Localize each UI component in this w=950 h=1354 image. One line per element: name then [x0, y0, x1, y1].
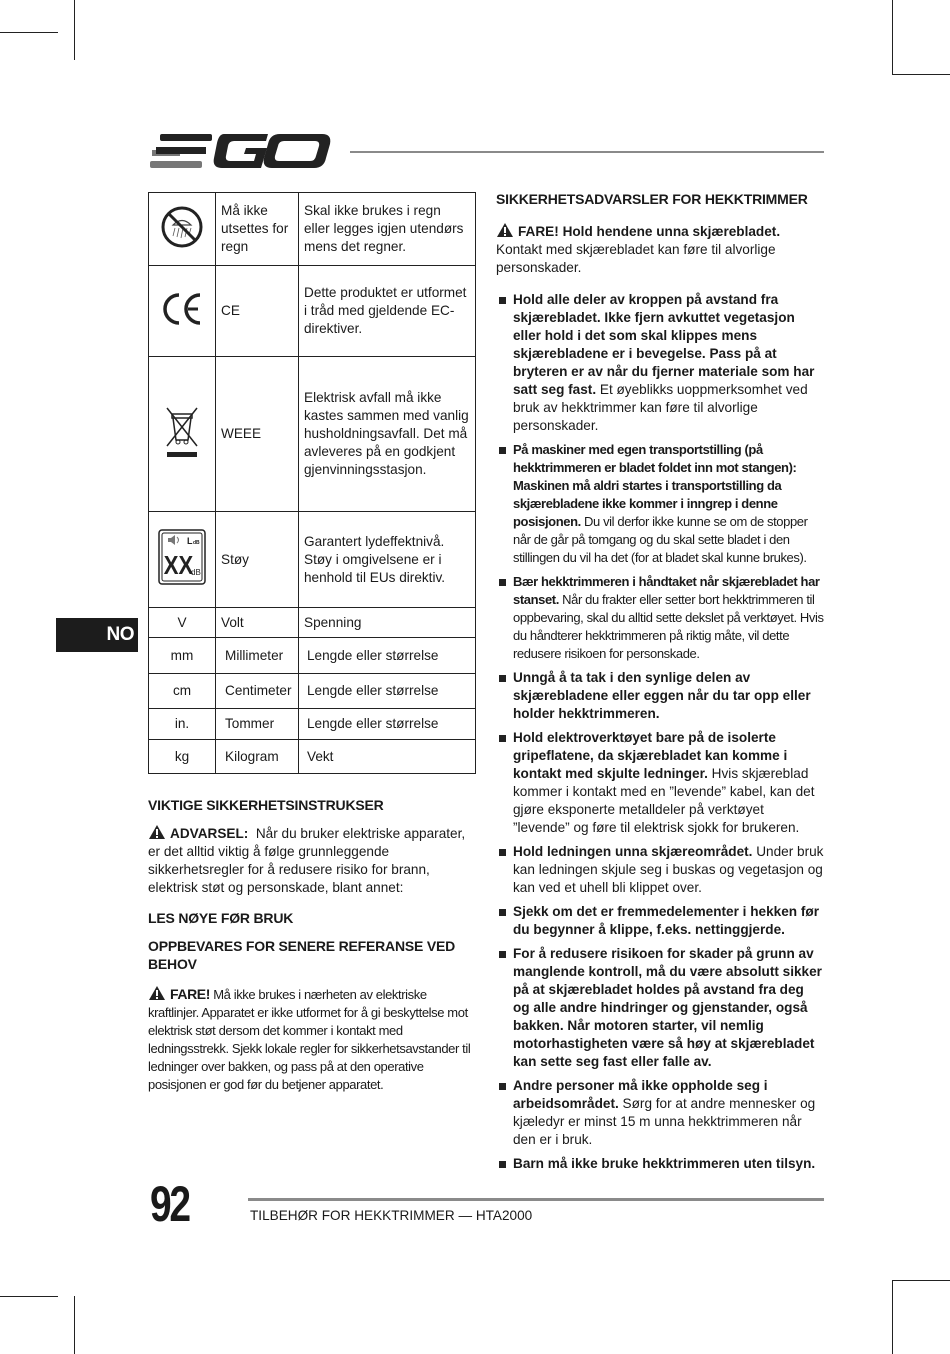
- list-item-bold: Hold elektroverktøyet bare på de isolerte gripeflatene, da skjærebladet kan komme i kontakt med skjulte ledninger.: [513, 730, 788, 781]
- crop-mark: [892, 1280, 950, 1281]
- list-item-text: Når du frakter eller setter bort hekktrimmeren til oppbevaring, skal du alltid sette dekslet på verktøyet. Hvis du håndterer hekktrimmeren på riktig måte, vil dette redusere risikoen for personskade.: [513, 592, 824, 661]
- list-item: [496, 291, 824, 435]
- table-cell-desc: Skal ikke brukes i regn eller legges igjen utendørs mens det regner.: [299, 193, 476, 266]
- list-item: [496, 1077, 824, 1149]
- table-cell-icon: [149, 193, 216, 266]
- table-cell-term: Kilogram: [216, 740, 299, 774]
- symbol-table: [148, 192, 476, 774]
- crop-mark: [892, 0, 893, 74]
- list-item-bold: For å redusere risikoen for skader på grunn av manglende kontroll, må du være absolutt sikker på at skjærebladet holdes på avstand fra deg og alle andre hindringer og gjenstander, også bakken. Når motoren starter, vil nemlig motorhastigheten være så høy at skjærebladet kan sette seg fast eller falle av.: [513, 946, 822, 1069]
- page-number: 92: [150, 1176, 189, 1232]
- list-item-bold: Barn må ikke bruke hekktrimmeren uten tilsyn.: [513, 1156, 816, 1171]
- table-row: [149, 674, 476, 709]
- table-row: [149, 740, 476, 774]
- list-item-text: Under bruk kan ledningen skjule seg i buskas og vegetasjon og kan ved et uhell bli klippet over.: [513, 844, 824, 895]
- ce-mark-icon: [160, 291, 204, 327]
- table-cell-term: WEEE: [216, 357, 299, 512]
- table-cell-term: Støy: [216, 512, 299, 608]
- table-cell-term: Volt: [216, 608, 299, 638]
- table-cell-term: Centimeter: [216, 674, 299, 709]
- list-item-bold: Unngå å ta tak i den synlige delen av skjærebladene eller eggen når du tar opp eller holder hekktrimmeren.: [513, 670, 811, 721]
- footer-title: TILBEHØR FOR HEKKTRIMMER — HTA2000: [250, 1208, 533, 1223]
- language-tab: NO: [56, 618, 138, 652]
- crop-mark: [892, 1280, 893, 1354]
- list-item-bold: Bær hekktrimmeren i håndtaket når skjærebladet har stanset.: [513, 574, 820, 607]
- no-rain-icon: [160, 205, 204, 249]
- ego-logo: [150, 128, 332, 174]
- fare-text: Kontakt med skjærebladet kan føre til alvorlige personskader.: [496, 242, 776, 275]
- table-cell-icon: [149, 357, 216, 512]
- list-item: [496, 441, 824, 567]
- fare-label: FARE!: [170, 986, 211, 1002]
- table-cell-symbol: kg: [149, 740, 216, 774]
- table-cell-term: Millimeter: [216, 638, 299, 674]
- table-cell-desc: Elektrisk avfall må ikke kastes sammen med vanlig husholdningsavfall. Det må avleveres på en godkjent gjenvinningsstasjon.: [299, 357, 476, 512]
- fare-label: FARE!: [518, 224, 559, 239]
- table-cell-term: Tommer: [216, 709, 299, 740]
- crop-mark: [892, 74, 950, 75]
- svg-text:L: L: [187, 536, 193, 546]
- svg-text:XX: XX: [163, 551, 194, 581]
- table-row: [149, 512, 476, 608]
- advarsel-text: Når du bruker elektriske apparater, er det alltid viktig å følge grunnleggende sikkerhetsregler for å redusere risiko for brann, elektrisk støt og personskade, blant annet:: [148, 826, 466, 895]
- list-item: [496, 945, 824, 1071]
- header-rule: [350, 151, 824, 153]
- table-cell-icon: [149, 512, 216, 608]
- table-cell-icon: [149, 266, 216, 357]
- warning-icon: [496, 222, 514, 238]
- table-cell-desc: Lengde eller størrelse: [299, 674, 476, 709]
- list-item-text: Et øyeblikks uoppmerksomhet ved bruk av hekktrimmer kan føre til alvorlige personskader.: [513, 382, 808, 433]
- heading-important-safety: VIKTIGE SIKKERHETSINSTRUKSER: [148, 797, 384, 813]
- table-row: [149, 357, 476, 512]
- table-cell-desc: Spenning: [299, 608, 476, 638]
- list-item-text: Du vil derfor ikke kunne se om de stopper når de går på tomgang og du skal sette bladet i den stillingen du vil ha det (for at bladet skal kunne brukes).: [513, 514, 808, 565]
- fare-bold: Hold hendene unna skjærebladet.: [562, 224, 781, 239]
- heading-hedge-trimmer-warnings: SIKKERHETSADVARSLER FOR HEKKTRIMMER: [496, 191, 808, 207]
- right-column: [496, 190, 824, 1179]
- heading-keep-for-reference: OPPBEVARES FOR SENERE REFERANSE VED BEHOV: [148, 938, 456, 972]
- svg-text:dB: dB: [193, 540, 200, 546]
- table-cell-term: CE: [216, 266, 299, 357]
- table-row: [149, 709, 476, 740]
- crop-mark: [0, 32, 58, 33]
- list-item: [496, 1155, 824, 1173]
- heading-read-before-use: LES NØYE FØR BRUK: [148, 910, 294, 926]
- table-row: [149, 608, 476, 638]
- warning-paragraph: [148, 824, 478, 897]
- svg-text:dB: dB: [191, 568, 201, 577]
- table-cell-desc: Lengde eller størrelse: [299, 709, 476, 740]
- table-cell-symbol: in.: [149, 709, 216, 740]
- table-row: [149, 193, 476, 266]
- list-item: [496, 903, 824, 939]
- danger-paragraph: [148, 985, 478, 1094]
- list-item-text: Sørg for at andre mennesker og kjæledyr er minst 15 m unna hekktrimmeren når den er i bruk.: [513, 1096, 816, 1147]
- crop-mark: [74, 1296, 75, 1354]
- warning-icon: [148, 985, 166, 1001]
- weee-bin-icon: [162, 404, 202, 460]
- list-item: [496, 729, 824, 837]
- list-item-bold: Sjekk om det er fremmedelementer i hekken før du begynner å klippe, f.eks. nettinggjerde.: [513, 904, 819, 937]
- list-item: [496, 843, 824, 897]
- list-item-bold: Andre personer må ikke oppholde seg i arbeidsområdet.: [513, 1078, 768, 1111]
- table-cell-term: Må ikke utsettes for regn: [216, 193, 299, 266]
- warning-list: [496, 291, 824, 1173]
- fare-text: Må ikke brukes i nærheten av elektriske kraftlinjer. Apparatet er ikke utformet for å gi beskyttelse mot elektrisk støt dersom det kommer i kontakt med ledningsstrekk. Sjekk lokale regler for sikkerhetsavstander til ledninger over bakken, og pass på at den operative posisjonen er god før du betjener apparatet.: [148, 987, 471, 1092]
- list-item: [496, 669, 824, 723]
- advarsel-label: ADVARSEL:: [170, 826, 249, 841]
- danger-paragraph: [496, 222, 824, 277]
- list-item-bold: Hold ledningen unna skjæreområdet.: [513, 844, 753, 859]
- table-cell-desc: Lengde eller størrelse: [299, 638, 476, 674]
- left-column: [148, 796, 478, 1106]
- footer-rule: [248, 1198, 824, 1201]
- list-item-text: Hvis skjæreblad kommer i kontakt med en ”levende” kabel, kan det gjøre eksponerte metalldeler på verktøyet ”levende” og føre til elektrisk sjokk for brukeren.: [513, 766, 815, 835]
- list-item-bold: På maskiner med egen transportstilling (på hekktrimmeren er bladet foldet inn mot stangen): Maskinen må aldri startes i transportstilling da skjærebladene ikke kommer i inngrep i denne posisjonen.: [513, 442, 797, 529]
- table-cell-symbol: V: [149, 608, 216, 638]
- table-cell-desc: Dette produktet er utformet i tråd med gjeldende EC-direktiver.: [299, 266, 476, 357]
- table-row: [149, 638, 476, 674]
- noise-level-icon: [157, 528, 207, 586]
- table-cell-desc: Garantert lydeffektnivå. Støy i omgivelsene er i henhold til EUs direktiv.: [299, 512, 476, 608]
- table-row: [149, 266, 476, 357]
- table-cell-symbol: cm: [149, 674, 216, 709]
- list-item: [496, 573, 824, 663]
- table-cell-desc: Vekt: [299, 740, 476, 774]
- warning-icon: [148, 824, 166, 840]
- table-cell-symbol: mm: [149, 638, 216, 674]
- crop-mark: [0, 1296, 58, 1297]
- crop-mark: [74, 0, 75, 60]
- list-item-bold: Hold alle deler av kroppen på avstand fra skjærebladet. Ikke fjern avkuttet vegetasjon eller hold i det som skal klippes mens skjærebladene er i bevegelse. Pass på at bryteren er av når du fjerner materiale som har satt seg fast.: [513, 292, 815, 397]
